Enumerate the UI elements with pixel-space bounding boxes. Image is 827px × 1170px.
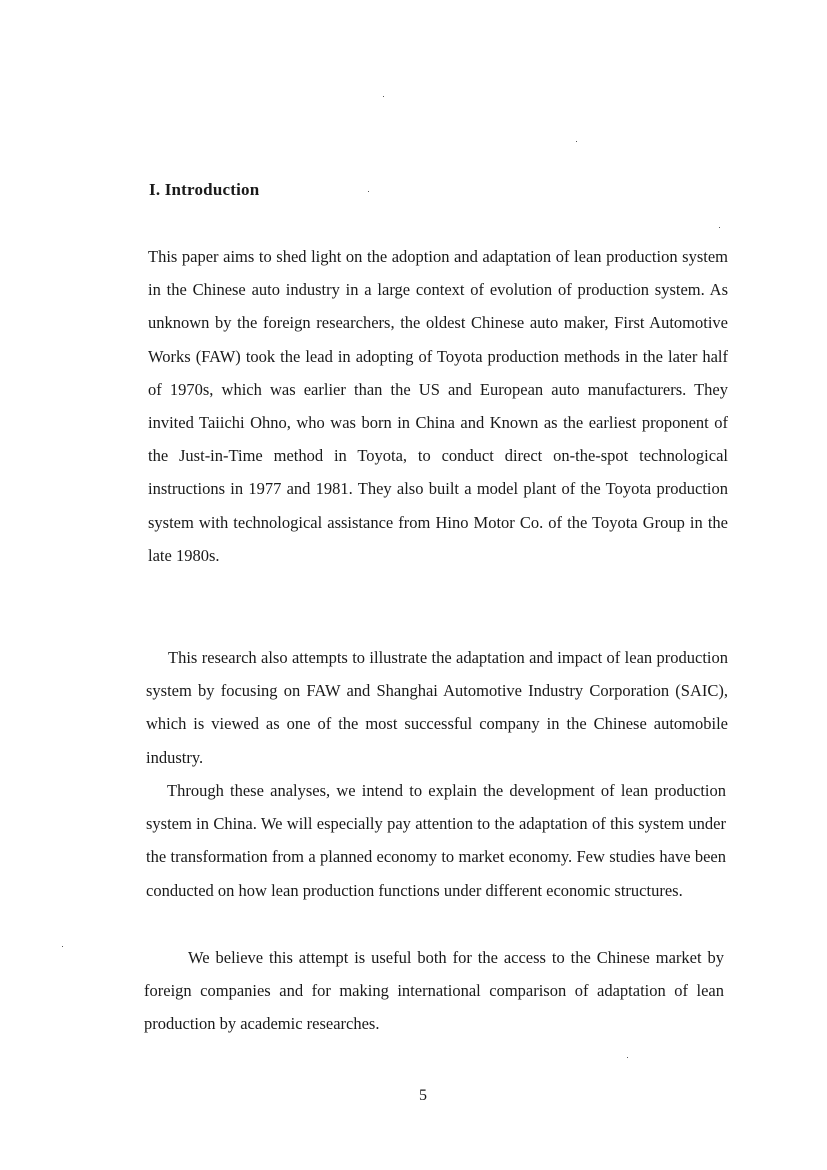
page-number: 5: [419, 1087, 427, 1104]
paragraph-research-focus: This research also attempts to illustrate the adaptation and impact of lean production system by focusing on FAW and Shanghai Automotive Industry Corporation (SAIC), which is viewed as one of the most successful company in the Chinese automobile industry.: [146, 648, 728, 767]
scan-speck: [719, 227, 720, 228]
paragraph-introduction-aims: This paper aims to shed light on the adoption and adaptation of lean production system in the Chinese auto industry in a large context of evolution of production system. As unknown by the foreign researchers, the oldest Chinese auto maker, First Automotive Works (FAW) took the lead in adopting of Toyota production methods in the later half of 1970s, which was earlier than the US and European auto manufacturers. They invited Taiichi Ohno, who was born in China and Known as the earliest proponent of the Just-in-Time method in Toyota, to conduct direct on-the-spot technological instructions in 1977 and 1981. They also built a model plant of the Toyota production system with technological assistance from Hino Motor Co. of the Toyota Group in the late 1980s.: [148, 247, 728, 565]
scan-speck: [627, 1057, 628, 1058]
paragraph-analyses: Through these analyses, we intend to explain the development of lean production system in China. We will especially pay attention to the adaptation of this system under the transformation from a planned economy to market economy. Few studies have been conducted on how lean production functions under different economic structures.: [146, 781, 726, 900]
scan-speck: [576, 141, 577, 142]
scan-speck: [383, 96, 384, 97]
section-heading: I. Introduction: [149, 180, 260, 199]
scan-speck: [62, 946, 63, 947]
paragraph-usefulness: We believe this attempt is useful both for the access to the Chinese market by foreign companies and for making international comparison of adaptation of lean production by academic researches.: [144, 948, 724, 1034]
scan-speck: [368, 191, 369, 192]
